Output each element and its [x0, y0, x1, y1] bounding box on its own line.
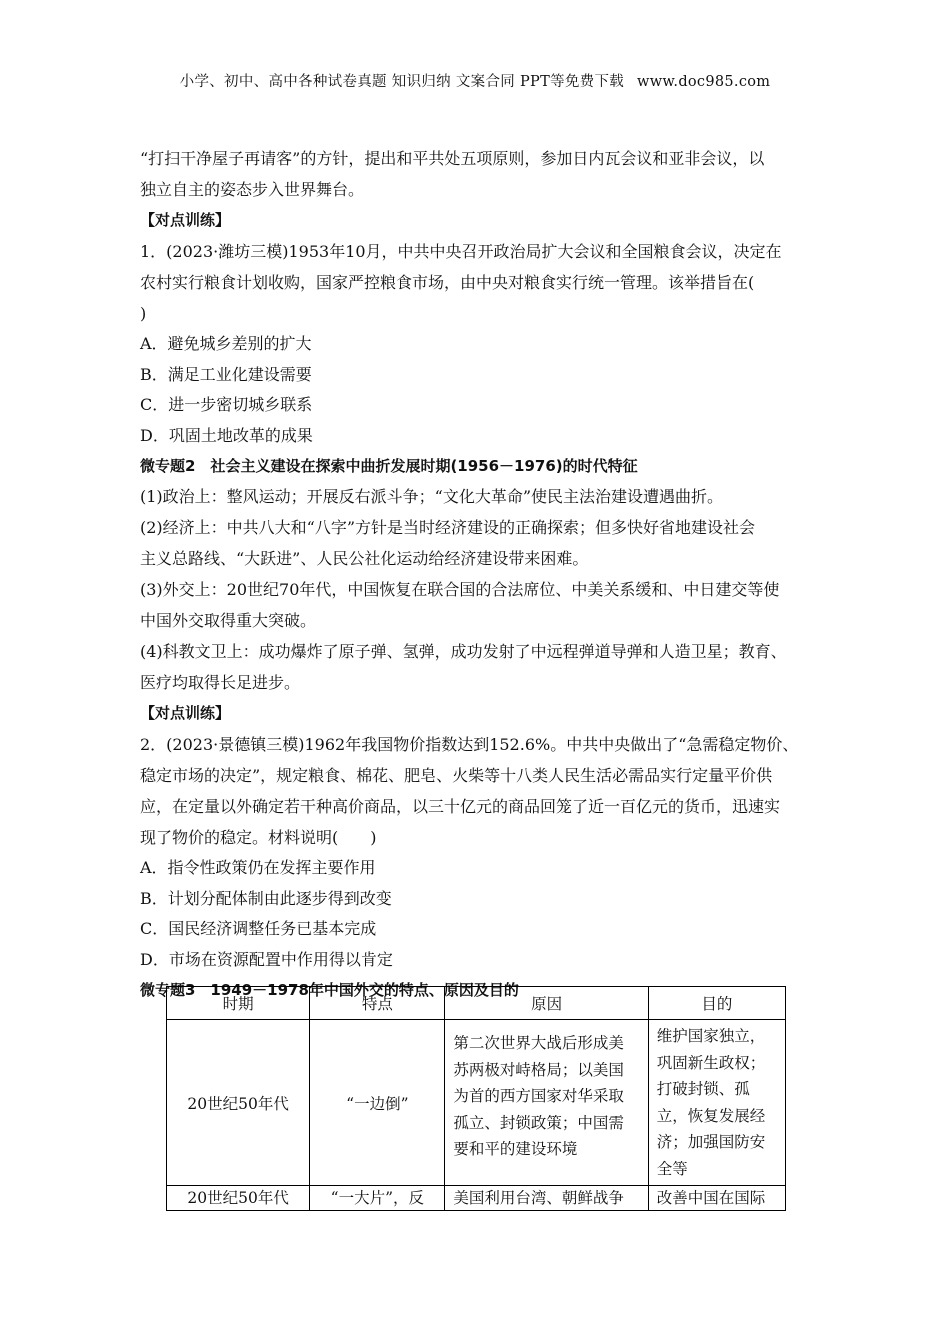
row1-reason-line: 苏两极对峙格局；以美国 [453, 1060, 624, 1079]
question-2-option-d: D．市场在资源配置中作用得以肯定 [140, 949, 393, 969]
row1-reason [445, 1020, 648, 1186]
practice-heading-2: 【对点训练】 [140, 704, 231, 722]
question-2-option-a: A．指令性政策仍在发挥主要作用 [140, 858, 376, 877]
row1-period: 20世纪50年代 [167, 1020, 310, 1186]
row2-period: 20世纪50年代 [167, 1186, 310, 1211]
question-2-line-4: 现了物价的稳定。材料说明( ) [140, 828, 377, 847]
diplomacy-table [166, 986, 786, 1211]
topic-2-politics: (1)政治上：整风运动；开展反右派斗争；“文化大革命”使民主法治建设遭遇曲折。 [140, 487, 724, 506]
topic-2-title: 微专题2 社会主义建设在探索中曲折发展时期(1956－1976)的时代特征 [140, 457, 638, 475]
topic-2-economy-line-1: (2)经济上：中共八大和“八字”方针是当时经济建设的正确探索；但多快好省地建设社会 [140, 518, 756, 537]
page-header [0, 70, 950, 91]
header-purpose: 目的 [648, 987, 785, 1020]
topic-2-diplomacy-line-2: 中国外交取得重大突破。 [140, 611, 317, 630]
question-1-line-3: ) [140, 304, 147, 323]
table-header-row [167, 987, 786, 1020]
intro-line-2: 独立自主的姿态步入世界舞台。 [140, 180, 365, 199]
header-feature: 特点 [310, 987, 445, 1020]
header-website[interactable]: www.doc985.com [637, 74, 771, 90]
row1-reason-line: 孤立、封锁政策；中国需 [453, 1113, 624, 1132]
row1-purpose-line: 立，恢复发展经 [656, 1106, 766, 1125]
diplomacy-table-container [166, 986, 786, 1212]
question-1-option-a: A．避免城乡差别的扩大 [140, 334, 312, 353]
row1-purpose [648, 1020, 785, 1186]
question-1-line-1: 1．(2023·潍坊三模)1953年10月，中共中央召开政治局扩大会议和全国粮食会议，决定在 [140, 242, 782, 261]
question-2-option-c: C．国民经济调整任务已基本完成 [140, 919, 377, 938]
row1-purpose-line: 巩固新生政权； [656, 1053, 766, 1072]
question-2-line-2: 稳定市场的决定”，规定粮食、棉花、肥皂、火柴等十八类人民生活必需品实行定量平价供 [140, 766, 773, 785]
row2-feature: “一大片”，反 [310, 1186, 445, 1211]
question-2-option-b: B．计划分配体制由此逐步得到改变 [140, 888, 392, 908]
row1-reason-line: 要和平的建设环境 [453, 1140, 578, 1158]
practice-heading-1: 【对点训练】 [140, 211, 231, 229]
row1-purpose-line: 维护国家独立， [656, 1027, 766, 1045]
topic-3-title: 微专题3 1949－1978年中国外交的特点、原因及目的 [140, 981, 519, 999]
intro-line-1: “打扫干净屋子再请客”的方针，提出和平共处五项原则，参加日内瓦会议和亚非会议，以 [140, 149, 765, 168]
row2-reason: 美国利用台湾、朝鲜战争 [445, 1186, 648, 1211]
row1-purpose-line: 济；加强国防安 [656, 1133, 766, 1151]
topic-2-science-line-2: 医疗均取得长足进步。 [140, 673, 301, 692]
header-period: 时期 [167, 987, 310, 1020]
row1-feature: “一边倒” [310, 1020, 445, 1186]
row1-reason-line: 第二次世界大战后形成美 [453, 1034, 624, 1052]
question-1-option-c: C．进一步密切城乡联系 [140, 395, 313, 414]
table-row [167, 1020, 786, 1186]
topic-2-diplomacy-line-1: (3)外交上：20世纪70年代，中国恢复在联合国的合法席位、中美关系缓和、中日建交等使 [140, 580, 780, 599]
topic-2-economy-line-2: 主义总路线、“大跃进”、人民公社化运动给经济建设带来困难。 [140, 549, 589, 568]
row2-purpose: 改善中国在国际 [648, 1186, 785, 1211]
row1-reason-line: 为首的西方国家对华采取 [453, 1087, 624, 1105]
header-reason: 原因 [445, 987, 648, 1020]
document-body [140, 143, 820, 1005]
question-1-option-b: B．满足工业化建设需要 [140, 364, 312, 384]
table-row [167, 1186, 786, 1211]
row1-purpose-line: 打破封锁、孤 [656, 1080, 750, 1098]
row1-purpose-line: 全等 [656, 1159, 688, 1178]
question-2-line-3: 应，在定量以外确定若干种高价商品，以三十亿元的商品回笼了近一百亿元的货币，迅速实 [140, 797, 781, 816]
question-2-line-1: 2．(2023·景德镇三模)1962年我国物价指数达到152.6%。中共中央做出了“急需稳定物价、 [140, 735, 799, 754]
topic-2-science-line-1: (4)科教文卫上：成功爆炸了原子弹、氢弹，成功发射了中远程弹道导弹和人造卫星；教育、 [140, 642, 787, 661]
header-left-text: 小学、初中、高中各种试卷真题 知识归纳 文案合同 PPT等免费下载 [179, 74, 625, 90]
question-1-option-d: D．巩固土地改革的成果 [140, 425, 313, 445]
question-1-line-2: 农村实行粮食计划收购，国家严控粮食市场，由中央对粮食实行统一管理。该举措旨在( [140, 273, 755, 292]
